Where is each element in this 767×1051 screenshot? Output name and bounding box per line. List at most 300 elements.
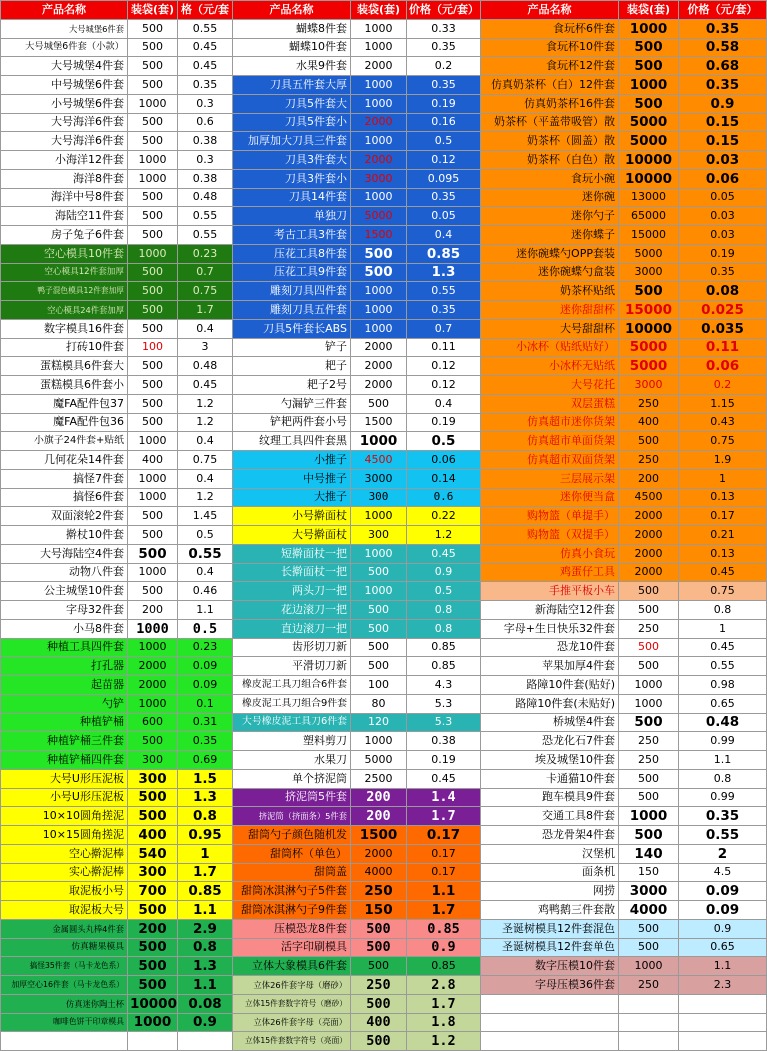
bag-quantity: 100 (351, 676, 407, 695)
product-name: 字母压模36件套 (481, 976, 619, 995)
unit-price: 0.35 (679, 807, 767, 826)
table-row (481, 207, 767, 226)
product-name: 平滑切刀新 (233, 657, 351, 676)
bag-quantity: 1000 (128, 94, 178, 113)
unit-price: 1.45 (178, 507, 233, 526)
unit-price: 0.5 (407, 582, 481, 601)
table-row (233, 57, 481, 76)
unit-price: 0.48 (178, 357, 233, 376)
table-row (481, 619, 767, 638)
unit-price: 0.19 (407, 751, 481, 770)
table-row (481, 732, 767, 751)
product-name: 甜筒杯（单色） (233, 844, 351, 863)
unit-price: 0.9 (679, 94, 767, 113)
bag-quantity: 400 (128, 451, 178, 470)
bag-quantity: 500 (128, 226, 178, 245)
unit-price: 0.05 (679, 188, 767, 207)
product-name: 小旗子24件套+贴纸 (1, 432, 128, 451)
unit-price: 0.06 (407, 451, 481, 470)
header-price: 价格（元/套） (407, 1, 481, 20)
product-name: 大号城堡6件套 (1, 19, 128, 38)
product-name: 鸡蛋仔工具 (481, 563, 619, 582)
bag-quantity: 500 (619, 38, 679, 57)
unit-price: 0.8 (407, 619, 481, 638)
product-name: 汉堡机 (481, 844, 619, 863)
unit-price: 0.8 (679, 601, 767, 620)
product-name: 双层蛋糕 (481, 394, 619, 413)
unit-price: 0.17 (407, 863, 481, 882)
table-row (481, 713, 767, 732)
product-name: 挤泥筒（挤面条）5件套 (233, 807, 351, 826)
product-name: 蛋糕模具6件套小 (1, 376, 128, 395)
bag-quantity: 500 (128, 976, 178, 995)
unit-price: 0.19 (407, 413, 481, 432)
product-name: 橡皮泥工具刀组合6件套 (233, 676, 351, 695)
unit-price: 0.31 (178, 713, 233, 732)
product-name: 实心擀泥棒 (1, 863, 128, 882)
unit-price: 1.2 (178, 488, 233, 507)
table-row (1, 132, 233, 151)
bag-quantity: 400 (619, 413, 679, 432)
product-name: 刀具3件套小 (233, 169, 351, 188)
product-name: 食玩杯6件套 (481, 19, 619, 38)
unit-price: 0.2 (679, 376, 767, 395)
bag-quantity: 500 (128, 788, 178, 807)
product-name: 仿真奶茶杯（白）12件套 (481, 76, 619, 95)
header-name: 产品名称 (233, 1, 351, 20)
product-name: 立体15件套数字符号（亮面） (233, 1032, 351, 1051)
unit-price: 2.9 (178, 919, 233, 938)
unit-price: 0.13 (679, 488, 767, 507)
table-row (1, 919, 233, 938)
table-row (1, 863, 233, 882)
table-row (1, 619, 233, 638)
unit-price: 0.95 (178, 826, 233, 845)
table-row (1, 526, 233, 545)
bag-quantity: 500 (128, 938, 178, 957)
table-row (481, 769, 767, 788)
unit-price: 0.43 (679, 413, 767, 432)
bag-quantity (619, 994, 679, 1013)
bag-quantity: 1000 (351, 582, 407, 601)
product-name: 小号U形压泥板 (1, 788, 128, 807)
table-row (1, 1013, 233, 1032)
unit-price: 0.9 (407, 563, 481, 582)
product-name: 搞怪7件套 (1, 469, 128, 488)
product-name: 大号擀面杖 (233, 526, 351, 545)
header-name: 产品名称 (1, 1, 128, 20)
bag-quantity: 500 (128, 526, 178, 545)
bag-quantity: 1000 (619, 694, 679, 713)
header-bags: 装袋(套) (128, 1, 178, 20)
product-name: 空心模具24件套加厚 (1, 301, 128, 320)
unit-price: 0.22 (407, 507, 481, 526)
bag-quantity: 500 (351, 638, 407, 657)
bag-quantity: 500 (128, 263, 178, 282)
table-row (481, 788, 767, 807)
bag-quantity: 300 (128, 863, 178, 882)
product-name: 大号甜甜杯 (481, 319, 619, 338)
unit-price: 0.17 (407, 826, 481, 845)
bag-quantity: 15000 (619, 226, 679, 245)
table-row (1, 226, 233, 245)
table-row (233, 282, 481, 301)
product-name: 雕刻刀具四件套 (233, 282, 351, 301)
product-name: 水果9件套 (233, 57, 351, 76)
table-row (481, 432, 767, 451)
table-row (1, 507, 233, 526)
bag-quantity: 1000 (351, 94, 407, 113)
table-row (1, 413, 233, 432)
product-name: 单独刀 (233, 207, 351, 226)
table-row (481, 76, 767, 95)
bag-quantity: 1000 (128, 1013, 178, 1032)
bag-quantity: 500 (619, 788, 679, 807)
table-row (233, 807, 481, 826)
unit-price: 0.35 (407, 188, 481, 207)
unit-price: 0.17 (679, 507, 767, 526)
product-name: 咖啡色饼干印章模具 (1, 1013, 128, 1032)
table-row (481, 882, 767, 901)
product-name: 蛋糕模具6件套大 (1, 357, 128, 376)
unit-price: 0.4 (178, 563, 233, 582)
table-row (233, 263, 481, 282)
unit-price: 0.4 (178, 469, 233, 488)
unit-price: 0.35 (178, 732, 233, 751)
unit-price: 5.3 (407, 694, 481, 713)
product-name: 种植铲桶四件套 (1, 751, 128, 770)
unit-price: 0.09 (178, 657, 233, 676)
product-name: 大号橡皮泥工具刀6件套 (233, 713, 351, 732)
table-row (233, 863, 481, 882)
unit-price: 0.12 (407, 376, 481, 395)
table-row (481, 901, 767, 920)
table-row (233, 657, 481, 676)
unit-price: 3 (178, 338, 233, 357)
bag-quantity (128, 1032, 178, 1051)
table-row (1, 1032, 233, 1051)
unit-price: 0.35 (679, 76, 767, 95)
bag-quantity: 500 (351, 563, 407, 582)
table-row (1, 788, 233, 807)
table-row (481, 657, 767, 676)
table-row (1, 488, 233, 507)
table-row (1, 394, 233, 413)
unit-price: 0.55 (407, 282, 481, 301)
unit-price: 2 (679, 844, 767, 863)
table-row (481, 1013, 767, 1032)
table-row (481, 169, 767, 188)
bag-quantity: 1000 (351, 19, 407, 38)
unit-price: 0.75 (679, 582, 767, 601)
bag-quantity: 500 (128, 413, 178, 432)
bag-quantity: 2000 (351, 57, 407, 76)
table-row (233, 132, 481, 151)
unit-price: 0.5 (407, 432, 481, 451)
bag-quantity: 1000 (128, 151, 178, 170)
table-row (1, 76, 233, 95)
product-name: 立体大象模具6件套 (233, 957, 351, 976)
unit-price: 0.23 (178, 638, 233, 657)
bag-quantity: 500 (128, 507, 178, 526)
unit-price: 0.13 (679, 544, 767, 563)
table-row (233, 338, 481, 357)
bag-quantity: 400 (128, 826, 178, 845)
table-row (1, 882, 233, 901)
bag-quantity: 1000 (128, 488, 178, 507)
unit-price: 0.14 (407, 469, 481, 488)
unit-price: 0.15 (679, 132, 767, 151)
table-row (233, 357, 481, 376)
bag-quantity: 2000 (351, 376, 407, 395)
table-row (1, 151, 233, 170)
product-name: 雕刻刀具五件套 (233, 301, 351, 320)
bag-quantity: 300 (128, 751, 178, 770)
table-row (1, 769, 233, 788)
product-name: 纹理工具四件套黑 (233, 432, 351, 451)
unit-price: 0.6 (178, 113, 233, 132)
bag-quantity: 250 (619, 619, 679, 638)
product-name: 跑车模具9件套 (481, 788, 619, 807)
bag-quantity: 5000 (619, 132, 679, 151)
unit-price: 0.55 (178, 207, 233, 226)
product-name: 数字模具16件套 (1, 319, 128, 338)
product-name: 海洋8件套 (1, 169, 128, 188)
table-row (481, 526, 767, 545)
table-row (481, 319, 767, 338)
product-name: 迷你碗蝶勺盒装 (481, 263, 619, 282)
table-row (1, 169, 233, 188)
product-name: 大号花托 (481, 376, 619, 395)
table-row (1, 751, 233, 770)
bag-quantity: 200 (351, 807, 407, 826)
table-row (1, 657, 233, 676)
table-row (481, 188, 767, 207)
product-name: 擀杖10件套 (1, 526, 128, 545)
table-row (481, 676, 767, 695)
table-row (481, 938, 767, 957)
bag-quantity: 2000 (351, 113, 407, 132)
product-name: 奶茶杯贴纸 (481, 282, 619, 301)
unit-price: 1 (178, 844, 233, 863)
unit-price: 0.6 (407, 488, 481, 507)
bag-quantity: 2000 (351, 844, 407, 863)
product-name: 大号城堡4件套 (1, 57, 128, 76)
table-row (481, 282, 767, 301)
unit-price: 0.025 (679, 301, 767, 320)
bag-quantity: 500 (128, 207, 178, 226)
product-name: 迷你勺子 (481, 207, 619, 226)
unit-price: 1.7 (407, 901, 481, 920)
table-row (233, 113, 481, 132)
table-row (1, 432, 233, 451)
product-name: 大推子 (233, 488, 351, 507)
bag-quantity: 500 (619, 432, 679, 451)
unit-price: 0.75 (679, 432, 767, 451)
product-name: 空心模具10件套 (1, 244, 128, 263)
bag-quantity: 500 (619, 657, 679, 676)
product-name: 几何花朵14件套 (1, 451, 128, 470)
unit-price: 0.7 (407, 319, 481, 338)
bag-quantity: 1000 (351, 282, 407, 301)
product-name: 立体15件套数字符号（磨砂） (233, 994, 351, 1013)
product-name: 10×10圆角搓泥 (1, 807, 128, 826)
unit-price: 0.38 (407, 732, 481, 751)
unit-price: 0.38 (178, 132, 233, 151)
unit-price: 0.55 (178, 19, 233, 38)
unit-price: 0.55 (679, 826, 767, 845)
bag-quantity: 3000 (351, 469, 407, 488)
unit-price: 0.65 (679, 938, 767, 957)
table-row (481, 994, 767, 1013)
table-row (233, 19, 481, 38)
product-name: 蝴蝶8件套 (233, 19, 351, 38)
table-row (233, 957, 481, 976)
product-name: 奶茶杯（白色）散 (481, 151, 619, 170)
unit-price: 1.3 (178, 788, 233, 807)
bag-quantity: 300 (128, 769, 178, 788)
product-name: 铲耙两件套小号 (233, 413, 351, 432)
bag-quantity: 1000 (128, 694, 178, 713)
bag-quantity: 1000 (351, 732, 407, 751)
unit-price: 1.7 (407, 807, 481, 826)
unit-price: 0.45 (679, 638, 767, 657)
product-name: 压模恐龙8件套 (233, 919, 351, 938)
bag-quantity: 1000 (351, 76, 407, 95)
product-name: 魔FA配件包36 (1, 413, 128, 432)
bag-quantity: 1500 (351, 226, 407, 245)
product-name: 刀具14件套 (233, 188, 351, 207)
unit-price (178, 1032, 233, 1051)
bag-quantity: 1000 (351, 301, 407, 320)
table-row (233, 976, 481, 995)
unit-price: 0.99 (679, 788, 767, 807)
unit-price: 0.8 (178, 807, 233, 826)
table-row (1, 301, 233, 320)
bag-quantity: 5000 (351, 207, 407, 226)
unit-price: 1.8 (407, 1013, 481, 1032)
table-row (481, 338, 767, 357)
product-name: 仿真超市双面货架 (481, 451, 619, 470)
bag-quantity: 1000 (128, 432, 178, 451)
table-row (233, 713, 481, 732)
table-row (233, 526, 481, 545)
unit-price: 0.5 (178, 619, 233, 638)
unit-price: 4.5 (679, 863, 767, 882)
table-row (233, 544, 481, 563)
bag-quantity: 10000 (619, 151, 679, 170)
bag-quantity: 1000 (619, 76, 679, 95)
bag-quantity: 500 (128, 544, 178, 563)
unit-price: 1.9 (679, 451, 767, 470)
product-name: 面条机 (481, 863, 619, 882)
product-name: 小马8件套 (1, 619, 128, 638)
unit-price: 0.16 (407, 113, 481, 132)
bag-quantity: 4000 (351, 863, 407, 882)
bag-quantity: 500 (351, 657, 407, 676)
product-name: 考古工具3件套 (233, 226, 351, 245)
unit-price: 4.3 (407, 676, 481, 695)
bag-quantity: 250 (619, 451, 679, 470)
unit-price: 0.46 (178, 582, 233, 601)
unit-price (679, 1032, 767, 1051)
product-name: 购物篮（双提手） (481, 526, 619, 545)
unit-price: 0.035 (679, 319, 767, 338)
unit-price: 0.55 (178, 544, 233, 563)
unit-price: 1.1 (407, 882, 481, 901)
product-name: 海陆空11件套 (1, 207, 128, 226)
product-name: 长擀面杖一把 (233, 563, 351, 582)
bag-quantity: 500 (128, 188, 178, 207)
bag-quantity: 5000 (619, 357, 679, 376)
product-name: 大号海洋6件套 (1, 132, 128, 151)
table-row (233, 169, 481, 188)
product-name: 恐龙10件套 (481, 638, 619, 657)
table-row (1, 582, 233, 601)
unit-price: 0.48 (679, 713, 767, 732)
bag-quantity: 10000 (128, 994, 178, 1013)
unit-price: 0.19 (407, 94, 481, 113)
bag-quantity: 500 (128, 19, 178, 38)
unit-price: 0.55 (679, 657, 767, 676)
product-name: 迷你蝶子 (481, 226, 619, 245)
product-name: 压花工具8件套 (233, 244, 351, 263)
table-row (1, 694, 233, 713)
bag-quantity (619, 1032, 679, 1051)
bag-quantity: 250 (351, 976, 407, 995)
product-name: 刀具5件套长ABS (233, 319, 351, 338)
unit-price: 0.75 (178, 282, 233, 301)
table-row (1, 57, 233, 76)
unit-price: 1.2 (178, 413, 233, 432)
unit-price: 0.03 (679, 207, 767, 226)
bag-quantity: 1000 (128, 563, 178, 582)
table-row (481, 113, 767, 132)
product-name: 小冰杯无贴纸 (481, 357, 619, 376)
unit-price: 0.35 (679, 263, 767, 282)
product-name: 数字压模10件套 (481, 957, 619, 976)
header-name: 产品名称 (481, 1, 619, 20)
table-row (481, 582, 767, 601)
unit-price: 0.35 (407, 76, 481, 95)
product-name: 仿真超市单面货架 (481, 432, 619, 451)
product-name: 小推子 (233, 451, 351, 470)
product-name: 迷你碗蝶勺OPP套装 (481, 244, 619, 263)
table-row (233, 601, 481, 620)
header-row (481, 1, 767, 20)
unit-price: 0.9 (178, 1013, 233, 1032)
table-row (481, 957, 767, 976)
unit-price: 0.4 (407, 226, 481, 245)
bag-quantity: 80 (351, 694, 407, 713)
unit-price: 0.7 (178, 263, 233, 282)
table-row (233, 844, 481, 863)
bag-quantity: 2500 (351, 769, 407, 788)
table-row (233, 619, 481, 638)
bag-quantity: 3000 (351, 169, 407, 188)
product-name: 食玩杯12件套 (481, 57, 619, 76)
product-name: 加厚加大刀具三件套 (233, 132, 351, 151)
table-row (481, 38, 767, 57)
product-name: 活字印刷模具 (233, 938, 351, 957)
bag-quantity: 500 (351, 394, 407, 413)
table-row (1, 451, 233, 470)
bag-quantity: 4000 (619, 901, 679, 920)
table-row (481, 451, 767, 470)
bag-quantity: 1500 (351, 826, 407, 845)
unit-price: 0.23 (178, 244, 233, 263)
bag-quantity: 200 (128, 919, 178, 938)
